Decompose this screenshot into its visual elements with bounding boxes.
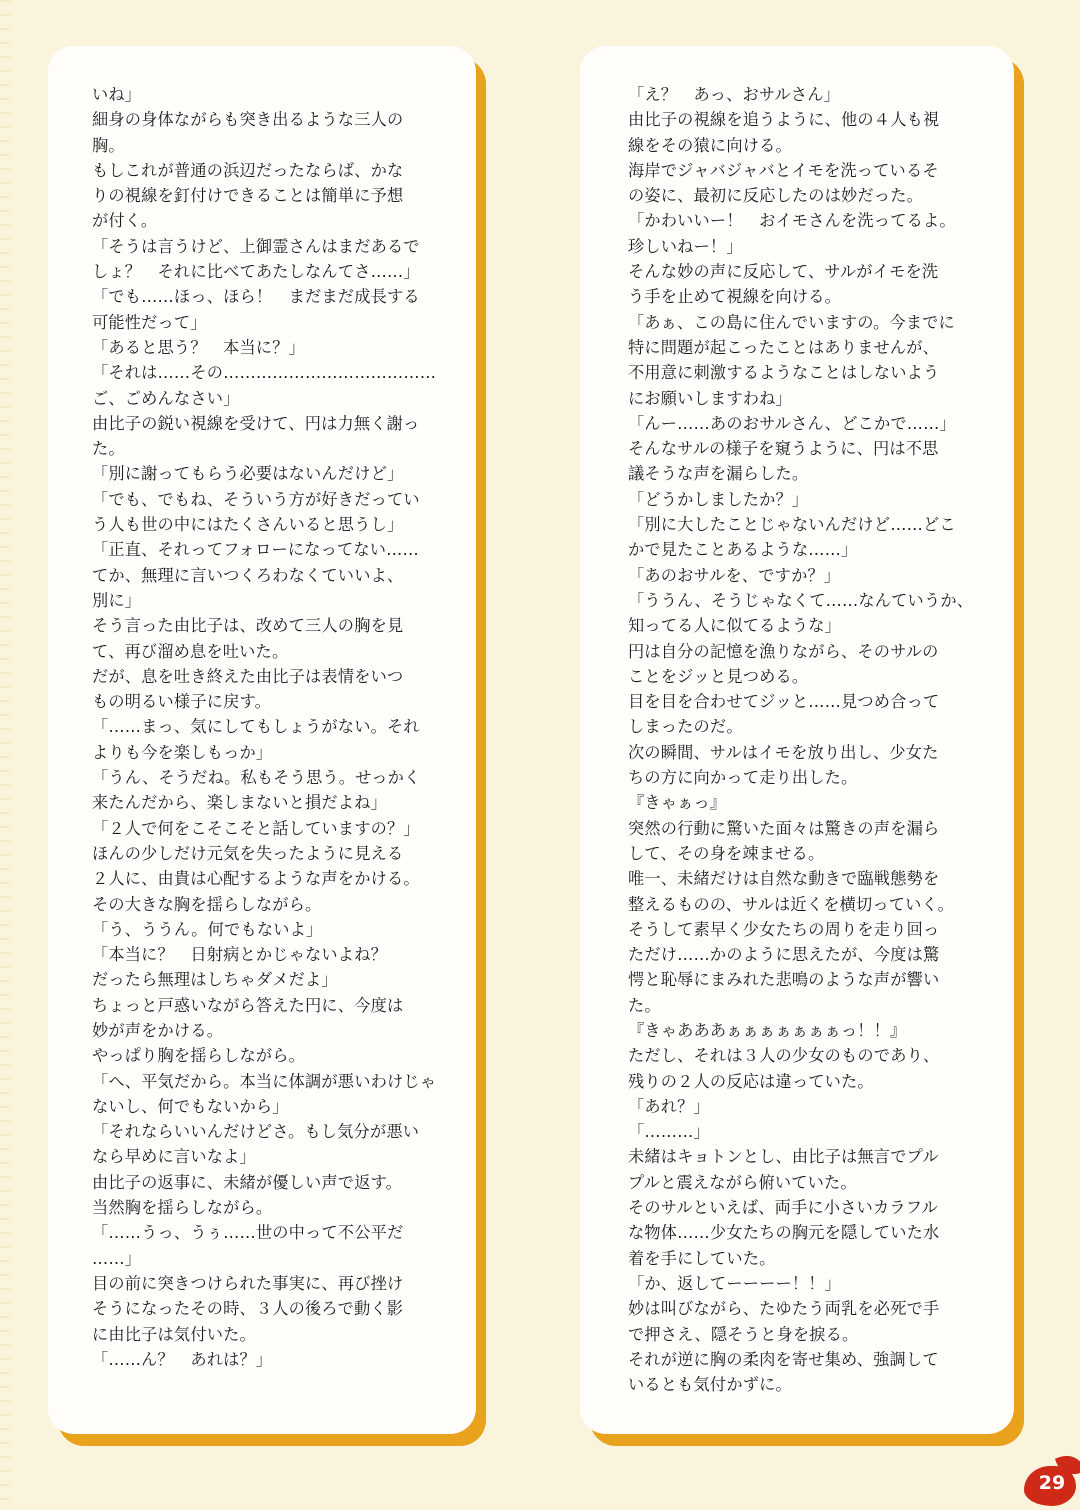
- text-line: もの明るい様子に戻す。: [92, 692, 271, 712]
- text-line: 胸。: [92, 135, 125, 155]
- text-line: てか、無理に言いつくろわなくていいよ、: [92, 565, 404, 585]
- text-line: 由比子の視線を追うように、他の４人も視: [628, 110, 940, 130]
- text-line: よりも今を楽しもっか」: [92, 742, 273, 762]
- text-line: に由比子は気付いた。: [92, 1324, 256, 1344]
- text-line: ちの方に向かって走り出した。: [628, 768, 858, 788]
- text-line: で押さえ、隠そうと身を捩る。: [628, 1324, 859, 1344]
- text-line: もしこれが普通の浜辺だったならば、かな: [92, 160, 404, 180]
- text-line: かで見たことあるような……」: [628, 540, 858, 560]
- text-line: 由比子の鋭い視線を受けて、円は力無く謝っ: [92, 413, 420, 433]
- text-line: その大きな胸を揺らしながら。: [92, 894, 322, 914]
- text-line: 妙が声をかける。: [92, 1020, 224, 1040]
- page-number-badge: [1018, 1454, 1080, 1510]
- text-line: 「でも……ほっ、ほら！ まだまだ成長する: [92, 287, 420, 307]
- text-line: 妙は叫びながら、たゆたう両乳を必死で手: [628, 1299, 940, 1319]
- text-line: しまったのだ。: [628, 717, 743, 737]
- text-line: ご、ごめんなさい」: [92, 388, 240, 408]
- text-line: 『きゃあああぁぁぁぁぁぁぁっ！！』: [628, 1020, 907, 1040]
- text-line: だったら無理はしちゃダメだよ」: [92, 970, 338, 990]
- right-text-panel: [580, 46, 1014, 1434]
- text-line: 珍しいねー！」: [628, 236, 743, 256]
- text-line: だが、息を吐き終えた由比子は表情をいつ: [92, 666, 404, 686]
- text-line: 知ってる人に似てるような」: [628, 616, 842, 636]
- text-line: 細身の身体ながらも突き出るような三人の: [92, 110, 404, 130]
- text-line: た。: [628, 995, 661, 1015]
- text-line: ２人に、由貴は心配するような声をかける。: [92, 869, 420, 889]
- text-line: 「あれ？」: [628, 1096, 710, 1116]
- text-line: 「……まっ、気にしてもしょうがない。それ: [92, 717, 420, 737]
- page-edge-margin: [0, 0, 10, 1510]
- text-line: いるとも気付かずに。: [628, 1375, 792, 1395]
- right-column-text: [628, 82, 1004, 1397]
- text-line: 未緒はキョトンとし、由比子は無言でプル: [628, 1147, 939, 1167]
- text-line: 目の前に突きつけられた事実に、再び挫け: [92, 1273, 404, 1293]
- text-line: プルと震えながら俯いていた。: [628, 1172, 857, 1192]
- text-line: ただし、それは３人の少女のものであり、: [628, 1046, 940, 1066]
- text-line: ……」: [92, 1248, 142, 1268]
- text-line: 「そうは言うけど、上御霊さんはまだあるで: [92, 236, 420, 256]
- text-line: 特に問題が起こったことはありませんが、: [628, 337, 940, 357]
- text-line: 「ううん、そうじゃなくて……なんていうか、: [628, 590, 974, 610]
- text-line: 着を手にしていた。: [628, 1248, 776, 1268]
- text-line: 来たんだから、楽しまないと損だよね」: [92, 793, 387, 813]
- text-line: 「正直、それってフォローになってない……: [92, 540, 419, 560]
- text-line: 「それならいいんだけどさ。もし気分が悪い: [92, 1122, 420, 1142]
- text-line: 次の瞬間、サルはイモを放り出し、少女た: [628, 742, 939, 762]
- text-line: そうになったその時、３人の後ろで動く影: [92, 1299, 404, 1319]
- text-line: 議そうな声を漏らした。: [628, 464, 809, 484]
- text-line: そんな妙の声に反応して、サルがイモを洗: [628, 262, 939, 282]
- text-line: ないし、何でもないから」: [92, 1096, 289, 1116]
- text-line: 整えるものの、サルは近くを横切っていく。: [628, 894, 954, 914]
- text-line: そんなサルの様子を窺うように、円は不思: [628, 439, 939, 459]
- text-line: 唯一、未緒だけは自然な動きで臨戦態勢を: [628, 869, 940, 889]
- text-line: そう言った由比子は、改めて三人の胸を見: [92, 616, 404, 636]
- text-line: やっぱり胸を揺らしながら。: [92, 1046, 306, 1066]
- text-line: 別に」: [92, 590, 142, 610]
- text-line: 「それは……その…………………………………: [92, 363, 437, 383]
- text-line: いね」: [92, 85, 142, 104]
- text-line: 当然胸を揺らしながら。: [92, 1198, 273, 1218]
- text-line: ほんの少しだけ元気を失ったように見える: [92, 843, 404, 863]
- text-line: そのサルといえば、両手に小さいカラフル: [628, 1198, 938, 1218]
- text-line: 可能性だって」: [92, 312, 207, 332]
- text-line: 「別に謝ってもらう必要はないんだけど」: [92, 464, 404, 484]
- text-line: が付く。: [92, 211, 158, 231]
- text-line: 海岸でジャバジャバとイモを洗っているそ: [628, 160, 939, 180]
- text-line: 目を目を合わせてジッと……見つめ合って: [628, 692, 940, 712]
- text-line: 「……ん？ あれは？」: [92, 1349, 273, 1369]
- text-line: 残りの２人の反応は違っていた。: [628, 1071, 874, 1091]
- left-text-panel: [48, 46, 476, 1434]
- text-line: 円は自分の記憶を漁りながら、そのサルの: [628, 641, 939, 661]
- text-line: 「あのおサルを、ですか？」: [628, 565, 841, 585]
- text-line: の姿に、最初に反応したのは妙だった。: [628, 186, 923, 206]
- text-line: 「あると思う？ 本当に？」: [92, 337, 306, 357]
- text-line: 「かわいいー！ おイモさんを洗ってるよ。: [628, 211, 956, 231]
- text-line: 「んー……あのおサルさん、どこかで……」: [628, 413, 956, 433]
- page-number: 29: [1038, 1472, 1066, 1494]
- text-line: ことをジッと見つめる。: [628, 666, 809, 686]
- left-column-text: [92, 82, 458, 1372]
- text-line: 突然の行動に驚いた面々は驚きの声を漏ら: [628, 818, 940, 838]
- text-line: う人も世の中にはたくさんいると思うし」: [92, 515, 404, 535]
- text-line: 「………」: [628, 1122, 710, 1142]
- text-line: 「あぁ、この島に住んでいますの。今までに: [628, 312, 955, 332]
- text-line: う手を止めて視線を向ける。: [628, 287, 842, 307]
- text-line: 線をその猿に向ける。: [628, 135, 792, 155]
- text-line: なら早めに言いなよ」: [92, 1147, 256, 1167]
- text-line: 「か、返してーーーー！！」: [628, 1273, 842, 1293]
- text-line: しょ？ それに比べてあたしなんてさ……」: [92, 262, 420, 282]
- text-line: にお願いしますわね」: [628, 388, 792, 408]
- text-line: 「……うっ、うぅ……世の中って不公平だ: [92, 1223, 404, 1243]
- text-line: 「でも、でもね、そういう方が好きだってい: [92, 489, 420, 509]
- text-line: それが逆に胸の柔肉を寄せ集め、強調して: [628, 1349, 939, 1369]
- text-line: そうして素早く少女たちの周りを走り回っ: [628, 919, 940, 939]
- text-line: 由比子の返事に、未緒が優しい声で返す。: [92, 1172, 403, 1192]
- text-line: 「う、ううん。何でもないよ」: [92, 919, 323, 939]
- text-line: 不用意に刺激するようなことはしないよう: [628, 363, 940, 383]
- text-line: 愕と恥辱にまみれた悲鳴のような声が響い: [628, 970, 940, 990]
- text-line: 「どうかしましたか？」: [628, 489, 809, 509]
- text-line: 「本当に？ 日射病とかじゃないよね？: [92, 945, 387, 965]
- text-line: 「え？ あっ、おサルさん」: [628, 85, 841, 104]
- text-line: 『きゃぁっ』: [628, 793, 727, 813]
- text-line: りの視線を釘付けできることは簡単に予想: [92, 186, 404, 206]
- text-line: た。: [92, 439, 125, 459]
- text-line: 「へ、平気だから。本当に体調が悪いわけじゃ: [92, 1071, 437, 1091]
- text-line: な物体……少女たちの胸元を隠していた水: [628, 1223, 940, 1243]
- text-line: 「うん、そうだね。私もそう思う。せっかく: [92, 768, 421, 788]
- text-line: 「２人で何をこそこそと話していますの？」: [92, 818, 420, 838]
- text-line: て、再び溜め息を吐いた。: [92, 641, 289, 661]
- text-line: ちょっと戸惑いながら答えた円に、今度は: [92, 995, 404, 1015]
- text-line: ただけ……かのように思えたが、今度は驚: [628, 945, 940, 965]
- text-line: して、その身を竦ませる。: [628, 843, 825, 863]
- text-line: 「別に大したことじゃないんだけど……どこ: [628, 515, 956, 535]
